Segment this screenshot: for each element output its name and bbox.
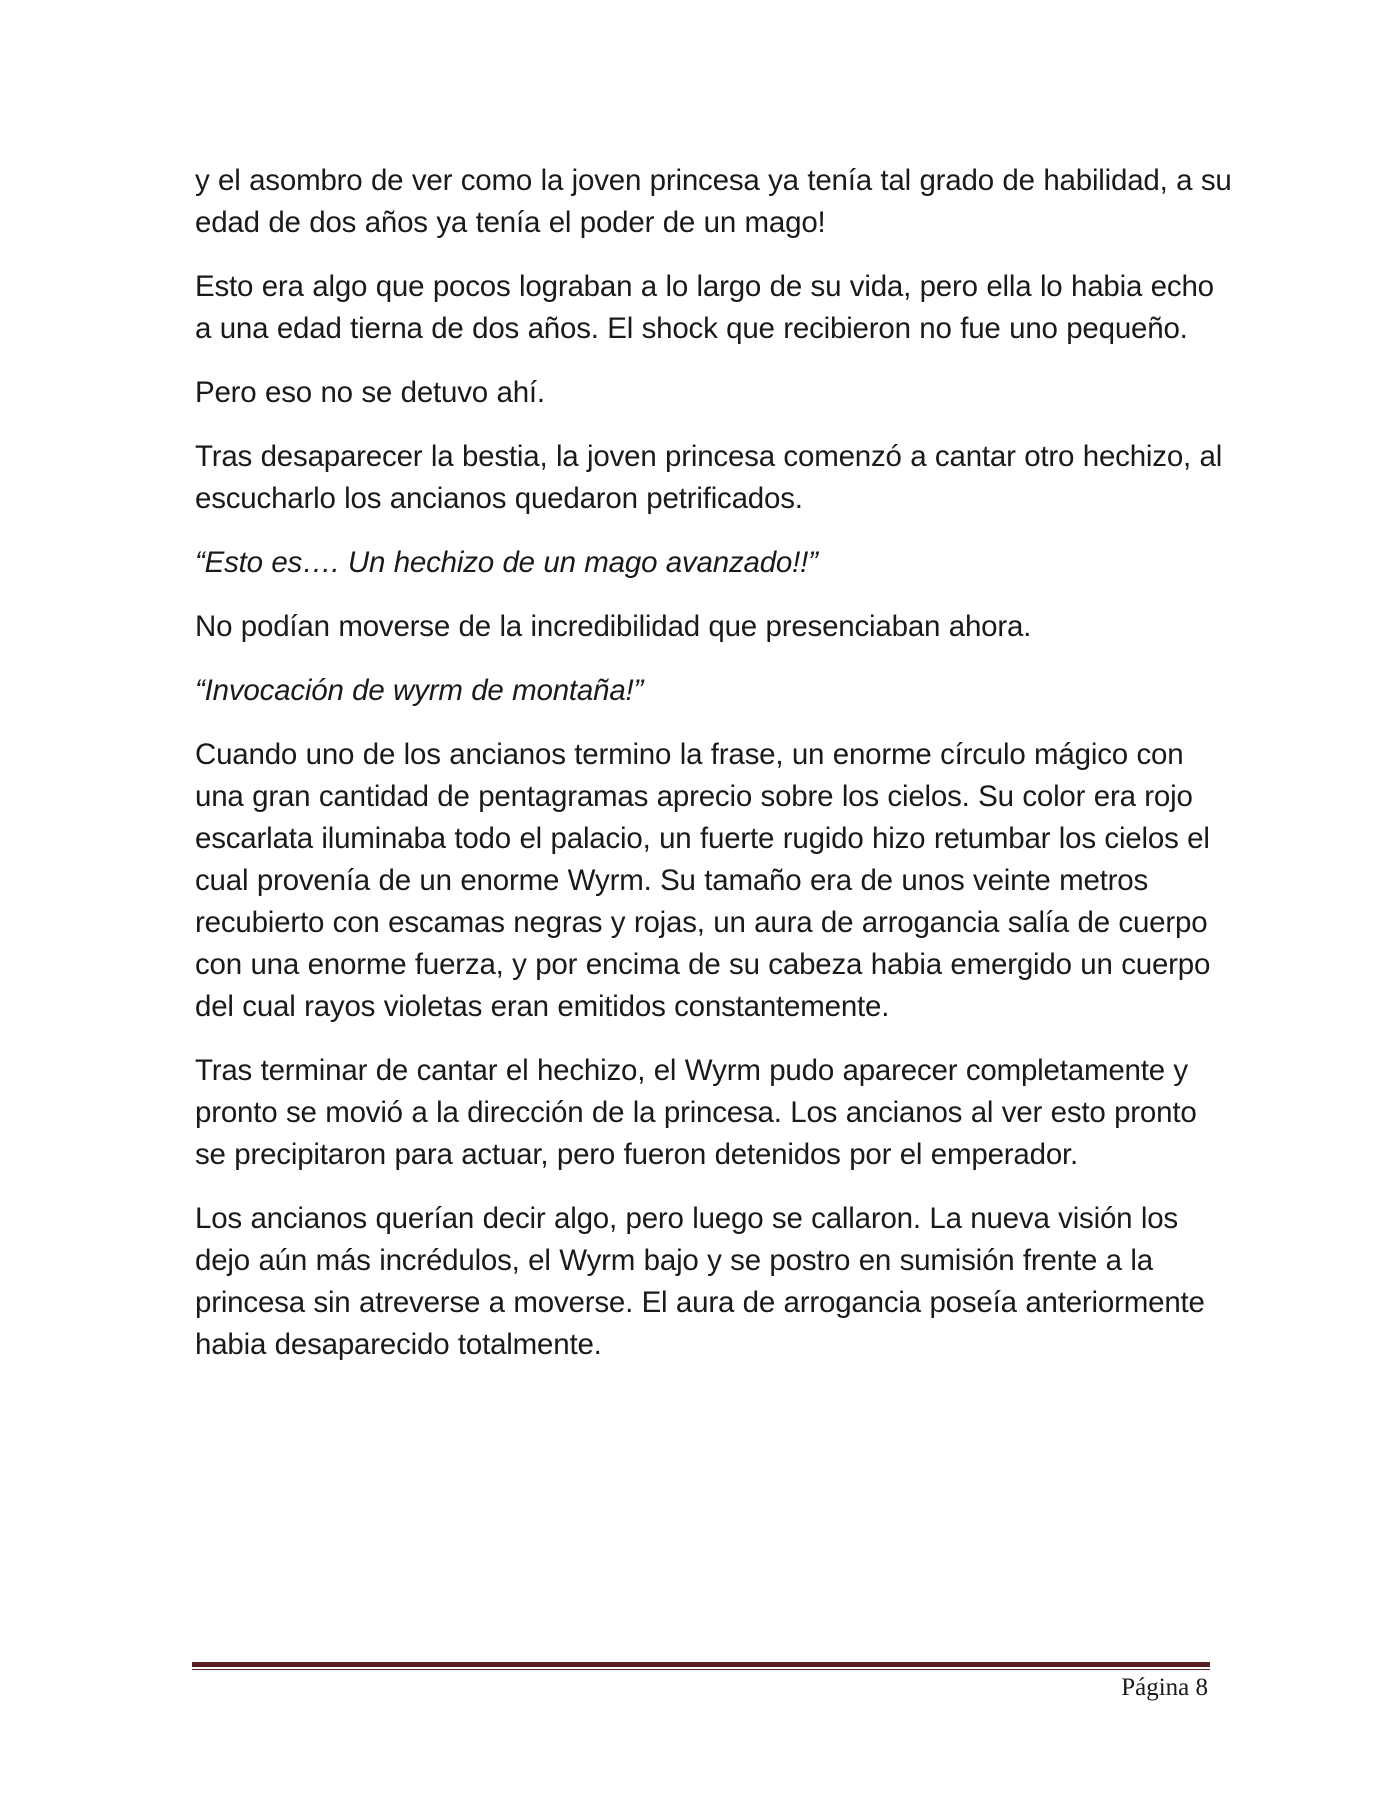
page-body: [195, 160, 1235, 1388]
paragraph: Tras terminar de cantar el hechizo, el Wyrm pudo aparecer completamente y pronto se movió a la dirección de la princesa. Los ancianos al ver esto pronto se precipitaron para actuar, pero fueron detenidos por el emperador.: [195, 1054, 1197, 1171]
page-number: Página 8: [1121, 1674, 1208, 1701]
paragraph: No podían moverse de la incredibilidad que presenciaban ahora.: [195, 610, 1032, 643]
paragraph: Tras desaparecer la bestia, la joven princesa comenzó a cantar otro hechizo, al escucharlo los ancianos quedaron petrificados.: [195, 440, 1223, 515]
paragraph: y el asombro de ver como la joven princesa ya tenía tal grado de habilidad, a su edad de dos años ya tenía el poder de un mago!: [195, 164, 1232, 239]
paragraph: Pero eso no se detuvo ahí.: [195, 376, 545, 409]
footer-divider: [192, 1662, 1210, 1670]
quoted-paragraph: “Invocación de wyrm de montaña!”: [195, 674, 644, 707]
paragraph: Cuando uno de los ancianos termino la frase, un enorme círculo mágico con una gran cantidad de pentagramas aprecio sobre los cielos. Su color era rojo escarlata iluminaba todo el palacio, un fuerte rugido hizo retumbar los cielos el cual provenía de un enorme Wyrm. Su tamaño era de unos veinte metros recubierto con escamas negras y rojas, un aura de arrogancia salía de cuerpo con una enorme fuerza, y por encima de su cabeza habia emergido un cuerpo del cual rayos violetas eran emitidos constantemente.: [195, 738, 1211, 1023]
paragraph: Esto era algo que pocos lograban a lo largo de su vida, pero ella lo habia echo a una edad tierna de dos años. El shock que recibieron no fue uno pequeño.: [195, 270, 1214, 345]
footer-divider-thin: [192, 1669, 1210, 1670]
quoted-paragraph: “Esto es…. Un hechizo de un mago avanzado!!”: [195, 546, 818, 579]
paragraph: Los ancianos querían decir algo, pero luego se callaron. La nueva visión los dejo aún más incrédulos, el Wyrm bajo y se postro en sumisión frente a la princesa sin atreverse a moverse. El aura de arrogancia poseía anteriormente habia desaparecido totalmente.: [195, 1202, 1205, 1361]
